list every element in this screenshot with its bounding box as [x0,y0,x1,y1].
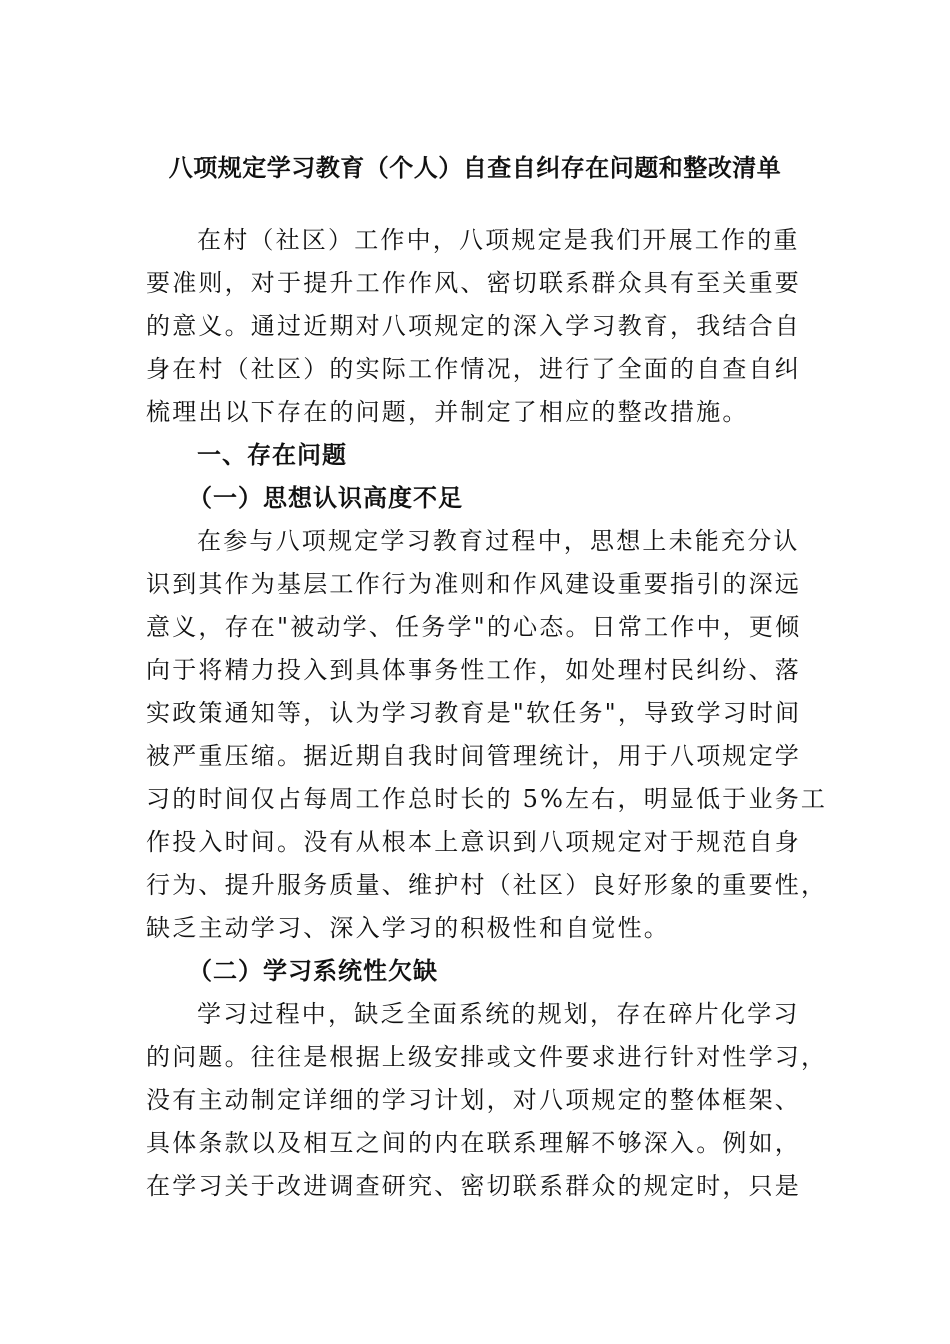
document-title: 八项规定学习教育（个人）自查自纠存在问题和整改清单 [168,154,782,182]
paragraph-line: 学习过程中，缺乏全面系统的规划，存在碎片化学习 [197,1000,800,1028]
section-heading: 一、存在问题 [197,441,347,469]
intro-line: 梳理出以下存在的问题，并制定了相应的整改措施。 [146,398,749,426]
subsection-heading: （二）学习系统性欠缺 [188,957,438,985]
paragraph-line: 在参与八项规定学习教育过程中，思想上未能充分认 [197,527,800,555]
paragraph-line: 作投入时间。没有从根本上意识到八项规定对于规范自身 [146,828,801,856]
paragraph-line: 缺乏主动学习、深入学习的积极性和自觉性。 [146,914,670,942]
paragraph-line: 的问题。往往是根据上级安排或文件要求进行针对性学习， [146,1043,828,1071]
intro-line: 身在村（社区）的实际工作情况，进行了全面的自查自纠 [146,355,801,383]
paragraph-line: 习的时间仅占每周工作总时长的 5%左右，明显低于业务工 [146,785,828,813]
paragraph-line: 行为、提升服务质量、维护村（社区）良好形象的重要性， [146,871,828,899]
paragraph-line: 实政策通知等，认为学习教育是"软任务"，导致学习时间 [146,699,802,727]
paragraph-line: 意义，存在"被动学、任务学"的心态。日常工作中，更倾 [146,613,802,641]
intro-line: 的意义。通过近期对八项规定的深入学习教育，我结合自 [146,312,801,340]
paragraph-line: 被严重压缩。据近期自我时间管理统计，用于八项规定学 [146,742,801,770]
intro-line: 要准则，对于提升工作作风、密切联系群众具有至关重要 [146,269,801,297]
paragraph-line: 在学习关于改进调查研究、密切联系群众的规定时，只是 [146,1172,801,1200]
paragraph-line: 没有主动制定详细的学习计划，对八项规定的整体框架、 [146,1086,801,1114]
paragraph-line: 向于将精力投入到具体事务性工作，如处理村民纠纷、落 [146,656,801,684]
paragraph-line: 识到其作为基层工作行为准则和作风建设重要指引的深远 [146,570,801,598]
paragraph-line: 具体条款以及相互之间的内在联系理解不够深入。例如， [146,1129,801,1157]
intro-line: 在村（社区）工作中，八项规定是我们开展工作的重 [197,226,800,254]
subsection-heading: （一）思想认识高度不足 [188,484,463,512]
